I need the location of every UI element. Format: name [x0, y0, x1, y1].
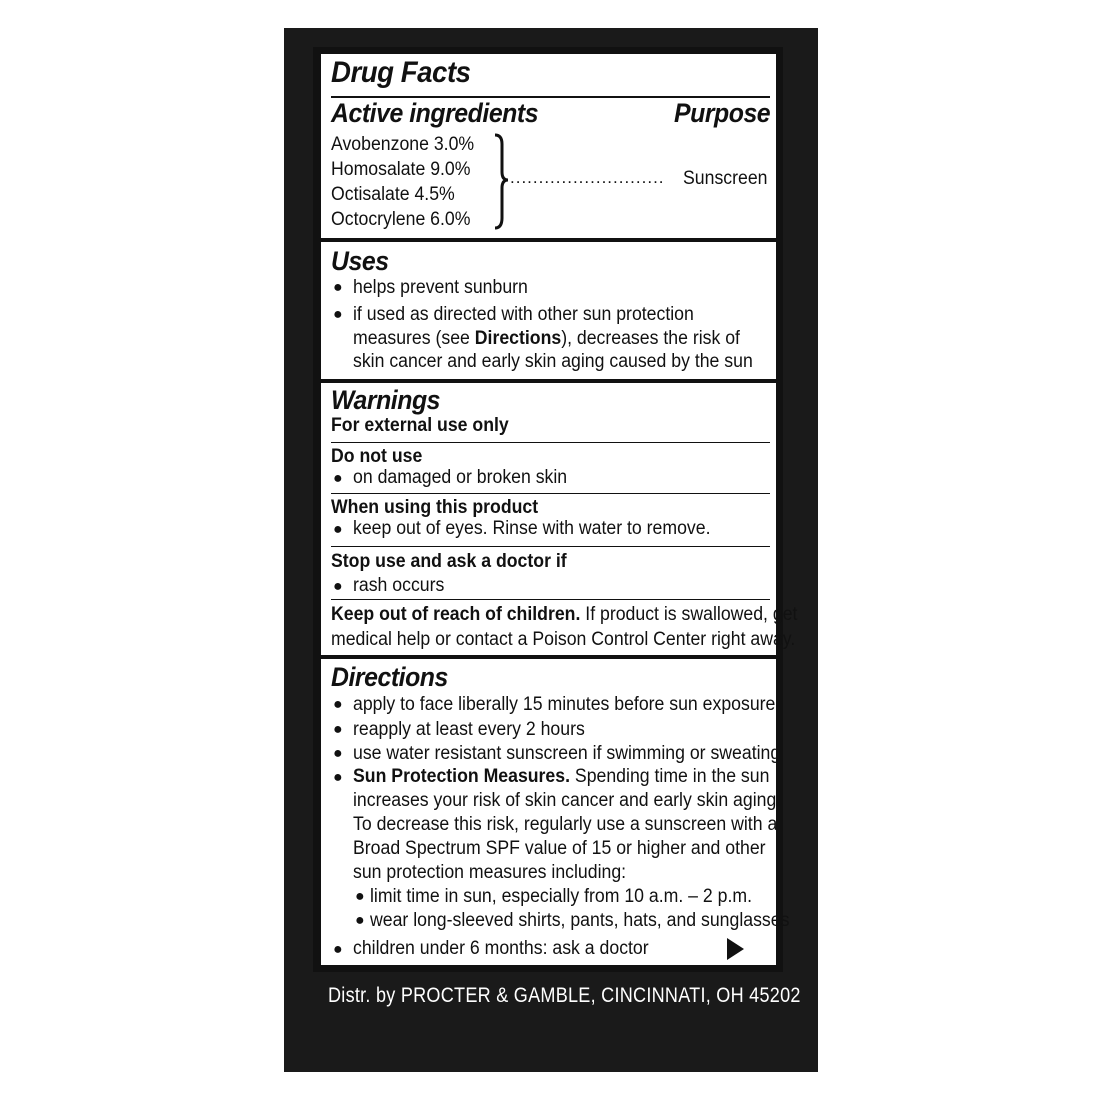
keep-out-text: Keep out of reach of children. If product is swallowed, get — [331, 604, 798, 625]
directions-heading: Directions — [331, 662, 448, 692]
external-use: For external use only — [331, 415, 509, 436]
uses-item: if used as directed with other sun protection — [353, 304, 694, 325]
ingredient: Octocrylene 6.0% — [331, 209, 471, 230]
bullet-icon: ● — [355, 888, 365, 905]
sun-protection-line: sun protection measures including: — [353, 862, 627, 883]
bullet-icon: ● — [333, 470, 343, 487]
rule — [331, 546, 770, 547]
when-using-item: keep out of eyes. Rinse with water to remove. — [353, 518, 711, 539]
when-using-heading: When using this product — [331, 497, 539, 518]
directions-item: children under 6 months: ask a doctor — [353, 938, 649, 959]
directions-item: apply to face liberally 15 minutes before sun exposure — [353, 694, 776, 715]
bullet-icon: ● — [355, 912, 365, 929]
bullet-icon: ● — [333, 941, 343, 958]
active-ingredients-heading: Active ingredients — [331, 98, 539, 128]
directions-item: reapply at least every 2 hours — [353, 719, 585, 740]
bullet-icon: ● — [333, 721, 343, 738]
stop-use-heading: Stop use and ask a doctor if — [331, 551, 567, 572]
section-divider — [321, 655, 776, 659]
ingredient: Avobenzone 3.0% — [331, 134, 475, 155]
bullet-icon: ● — [333, 745, 343, 762]
section-divider — [321, 238, 776, 242]
sun-protection-line: To decrease this risk, regularly use a sunscreen with a — [353, 814, 778, 835]
sun-protection-subitem: wear long-sleeved shirts, pants, hats, and sunglasses — [370, 910, 790, 931]
warnings-heading: Warnings — [331, 385, 441, 415]
dot-leader: ........................... — [510, 168, 665, 187]
directions-item: use water resistant sunscreen if swimming or sweating — [353, 743, 781, 764]
stop-use-item: rash occurs — [353, 575, 445, 596]
do-not-use-item: on damaged or broken skin — [353, 467, 568, 488]
uses-item: helps prevent sunburn — [353, 277, 528, 298]
uses-heading: Uses — [331, 246, 389, 276]
ingredient: Octisalate 4.5% — [331, 184, 455, 205]
sun-protection-item: Sun Protection Measures. Spending time in the sun — [353, 766, 770, 787]
ingredient: Homosalate 9.0% — [331, 159, 471, 180]
sun-protection-line: increases your risk of skin cancer and early skin aging. — [353, 790, 782, 811]
distributor-text: Distr. by PROCTER & GAMBLE, CINCINNATI, OH 45202 — [328, 984, 801, 1007]
do-not-use-heading: Do not use — [331, 446, 423, 467]
purpose-text: Sunscreen — [683, 168, 768, 189]
bullet-icon: ● — [333, 769, 343, 786]
sun-protection-line: Broad Spectrum SPF value of 15 or higher and other — [353, 838, 766, 859]
rule — [331, 442, 770, 443]
section-divider — [321, 379, 776, 383]
bullet-icon: ● — [333, 578, 343, 595]
bullet-icon: ● — [333, 696, 343, 713]
purpose-heading: Purpose — [674, 98, 771, 128]
uses-line: skin cancer and early skin aging caused by the sun — [353, 351, 753, 372]
rule — [331, 599, 770, 600]
rule — [331, 493, 770, 494]
bullet-icon: ● — [333, 306, 343, 323]
keep-out-text: medical help or contact a Poison Control Center right away. — [331, 629, 796, 650]
sun-protection-subitem: limit time in sun, especially from 10 a.m. – 2 p.m. — [370, 886, 753, 907]
bullet-icon: ● — [333, 521, 343, 538]
uses-line: measures (see Directions), decreases the risk of — [353, 328, 740, 349]
bullet-icon: ● — [333, 279, 343, 296]
brace-icon — [492, 132, 510, 232]
continue-arrow-icon — [727, 938, 744, 960]
drug-facts-title: Drug Facts — [331, 56, 471, 89]
